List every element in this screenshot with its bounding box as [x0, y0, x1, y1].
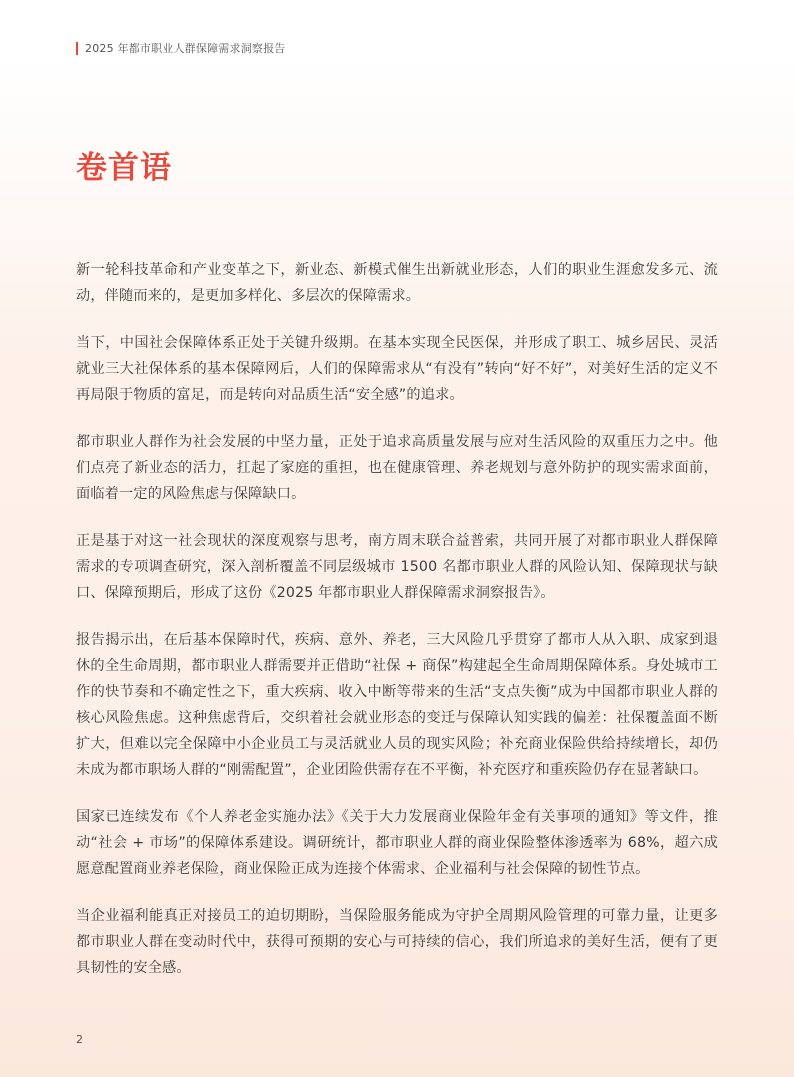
header-accent-bar [76, 42, 78, 55]
paragraph-3: 都市职业人群作为社会发展的中坚力量，正处于追求高质量发展与应对生活风险的双重压力之中。他们点亮了新业态的活力，扛起了家庭的重担，也在健康管理、养老规划与意外防护的现实需求面前，面临着一定的风险焦虑与保障缺口。 [76, 434, 718, 502]
paragraph-1: 新一轮科技革命和产业变革之下，新业态、新模式催生出新就业形态，人们的职业生涯愈发多元、流动，伴随而来的，是更加多样化、多层次的保障需求。 [76, 262, 718, 304]
paragraph-4: 正是基于对这一社会现状的深度观察与思考，南方周末联合益普索，共同开展了对都市职业人群保障需求的专项调查研究，深入剖析覆盖不同层级城市 1500 名都市职业人群的风险认知、保障现状与缺口、保障预期后，形成了这份《2025 年都市职业人群保障需求洞察报告》。 [76, 533, 718, 601]
running-header-title: 2025 年都市职业人群保障需求洞察报告 [85, 42, 286, 55]
running-header [76, 40, 286, 56]
paragraph-5: 报告揭示出，在后基本保障时代，疾病、意外、养老，三大风险几乎贯穿了都市人从入职、成家到退休的全生命周期，都市职业人群需要并正借助“社保 + 商保”构建起全生命周期保障体系。身处城市工作的快节奏和不确定性之下，重大疾病、收入中断等带来的生活“支点失衡”成为中国都市职业人群的核心风险焦虑。这种焦虑背后，交织着社会就业形态的变迁与保障认知实践的偏差：社保覆盖面不断扩大，但难以完全保障中小企业员工与灵活就业人员的现实风险；补充商业保险供给持续增长，却仍未成为都市职场人群的“刚需配置”，企业团险供需存在不平衡，补充医疗和重疾险仍存在显著缺口。 [76, 632, 718, 778]
paragraph-6: 国家已连续发布《个人养老金实施办法》《关于大力发展商业保险年金有关事项的通知》等文件，推动“社会 + 市场”的保障体系建设。调研统计，都市职业人群的商业保险整体渗透率为 68%，超六成愿意配置商业养老保险，商业保险正成为连接个体需求、企业福利与社会保障的韧性节点。 [76, 809, 718, 877]
body-content [76, 257, 718, 1002]
paragraph-7: 当企业福利能真正对接员工的迫切期盼，当保险服务能成为守护全周期风险管理的可靠力量，让更多都市职业人群在变动时代中，获得可预期的安心与可持续的信心，我们所追求的美好生活，便有了更具韧性的安全感。 [76, 908, 718, 976]
page-number: 2 [76, 1033, 83, 1046]
page-title: 卷首语 [76, 150, 172, 186]
paragraph-2: 当下，中国社会保障体系正处于关键升级期。在基本实现全民医保，并形成了职工、城乡居民、灵活就业三大社保体系的基本保障网后，人们的保障需求从“有没有”转向“好不好”，对美好生活的定义不再局限于物质的富足，而是转向对品质生活“安全感”的追求。 [76, 335, 718, 403]
